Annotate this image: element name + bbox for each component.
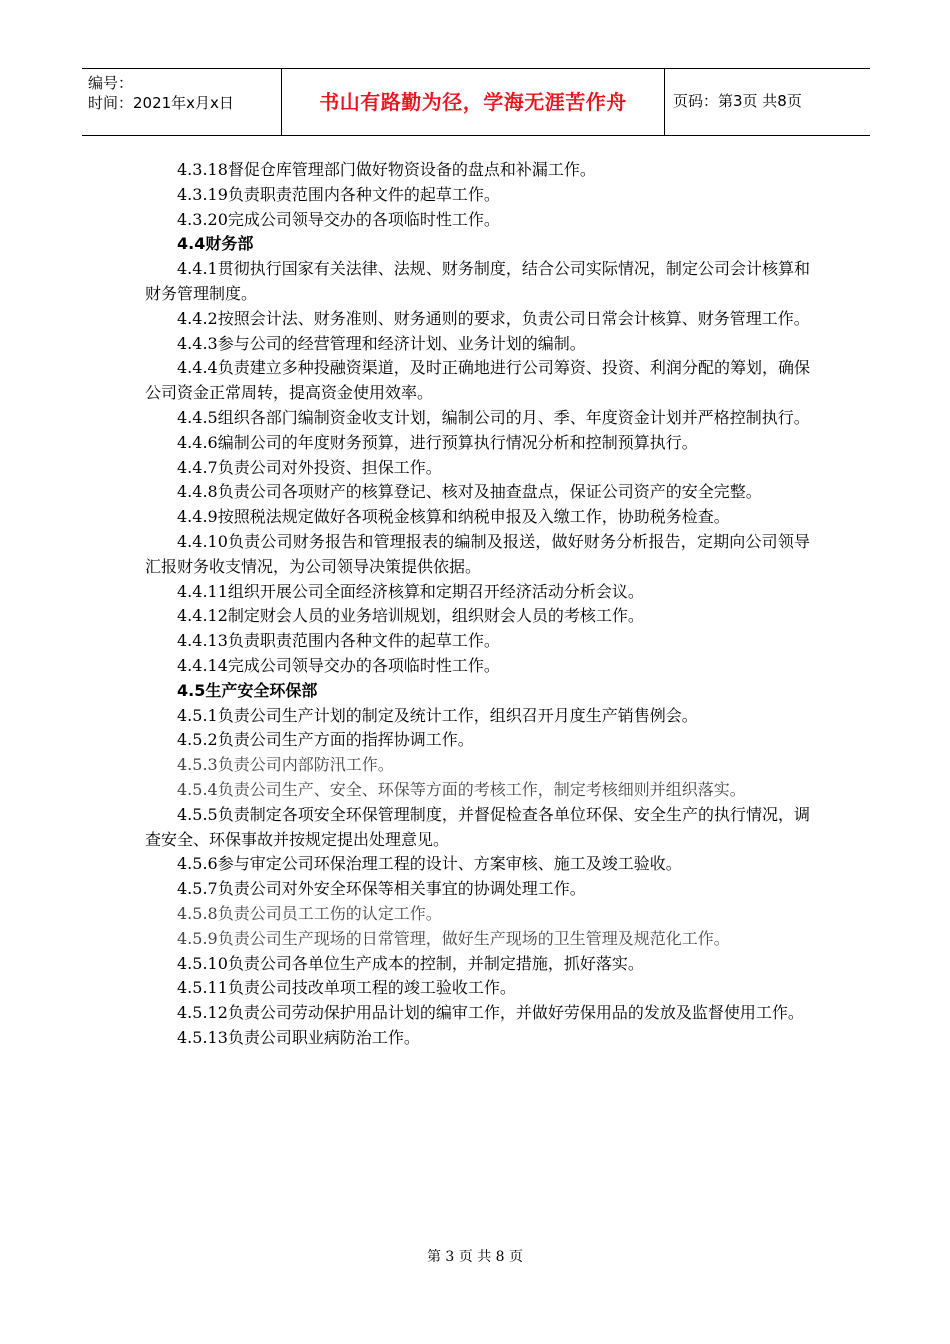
body-paragraph: 4.5.10负责公司各单位生产成本的控制，并制定措施，抓好落实。 [177,953,644,973]
body-paragraph: 4.5.6参与审定公司环保治理工程的设计、方案审核、施工及竣工验收。 [177,854,682,874]
body-paragraph: 4.5.9负责公司生产现场的日常管理，做好生产现场的卫生管理及规范化工作。 [177,928,730,948]
body-paragraph: 4.4.12制定财会人员的业务培训规划，组织财会人员的考核工作。 [177,606,644,626]
body-paragraph: 4.4.11组织开展公司全面经济核算和定期召开经济活动分析会议。 [177,581,644,601]
body-paragraph: 4.5.7负责公司对外安全环保等相关事宜的协调处理工作。 [177,879,586,899]
body-paragraph: 4.5.12负责公司劳动保护用品计划的编审工作，并做好劳保用品的发放及监督使用工作。 [177,1003,804,1023]
body-paragraph: 4.4.3参与公司的经营管理和经济计划、业务计划的编制。 [177,333,586,353]
body-paragraph: 4.4.6编制公司的年度财务预算，进行预算执行情况分析和控制预算执行。 [177,432,698,452]
body-paragraph: 4.5.13负责公司职业病防治工作。 [177,1027,420,1047]
header-meta [82,69,282,135]
body-paragraph: 4.4.13负责职责范围内各种文件的起草工作。 [177,631,500,651]
body-paragraph: 4.4.5组织各部门编制资金收支计划，编制公司的月、季、年度资金计划并严格控制执行。 [177,407,810,427]
header-page-info: 页码：第3页 共8页 [673,91,802,110]
body-paragraph: 4.4.9按照税法规定做好各项税金核算和纳税申报及入缴工作，协助税务检查。 [177,507,730,527]
document-body [145,158,810,1051]
body-paragraph: 4.5.4负责公司生产、安全、环保等方面的考核工作，制定考核细则并组织落实。 [177,779,746,799]
body-paragraph: 4.5.11负责公司技改单项工程的竣工验收工作。 [177,978,516,998]
header-motto-cell [282,69,665,135]
page-footer: 第 3 页 共 8 页 [426,1249,524,1265]
body-paragraph: 4.4.1贯彻执行国家有关法律、法规、财务制度，结合公司实际情况，制定公司会计核算和财务管理制度。 [145,259,810,303]
page-header [82,68,870,136]
body-paragraph: 4.4.4负责建立多种投融资渠道，及时正确地进行公司筹资、投资、利润分配的筹划，确保公司资金正常周转，提高资金使用效率。 [145,358,810,403]
body-paragraph: 4.5.2负责公司生产方面的指挥协调工作。 [177,730,474,750]
body-paragraph: 4.4.2按照会计法、财务准则、财务通则的要求，负责公司日常会计核算、财务管理工作。 [177,308,810,328]
body-paragraph: 4.3.20完成公司领导交办的各项临时性工作。 [177,209,500,229]
body-paragraph: 4.4.8负责公司各项财产的核算登记、核对及抽查盘点，保证公司资产的安全完整。 [177,482,762,502]
body-paragraph: 4.3.18督促仓库管理部门做好物资设备的盘点和补漏工作。 [177,160,596,179]
header-motto: 书山有路勤为径，学海无涯苦作舟 [319,89,627,114]
body-paragraph: 4.5.3负责公司内部防汛工作。 [177,755,394,775]
body-paragraph: 4.5.5负责制定各项安全环保管理制度，并督促检查各单位环保、安全生产的执行情况，调查安全、环保事故并按规定提出处理意见。 [145,804,810,849]
body-paragraph: 4.4.7负责公司对外投资、担保工作。 [177,457,442,477]
document-code-label: 编号： [88,74,134,92]
body-paragraph: 4.4.10负责公司财务报告和管理报表的编制及报送，做好财务分析报告，定期向公司领导汇报财务收支情况，为公司领导决策提供依据。 [145,531,810,576]
section-heading: 4.5生产安全环保部 [177,680,318,700]
document-date: 时间：2021年x月x日 [88,94,234,112]
section-heading: 4.4财务部 [177,234,254,254]
body-paragraph: 4.5.8负责公司员工工伤的认定工作。 [177,903,442,923]
body-paragraph: 4.5.1负责公司生产计划的制定及统计工作，组织召开月度生产销售例会。 [177,705,698,725]
body-paragraph: 4.4.14完成公司领导交办的各项临时性工作。 [177,655,500,675]
body-paragraph: 4.3.19负责职责范围内各种文件的起草工作。 [177,184,500,204]
